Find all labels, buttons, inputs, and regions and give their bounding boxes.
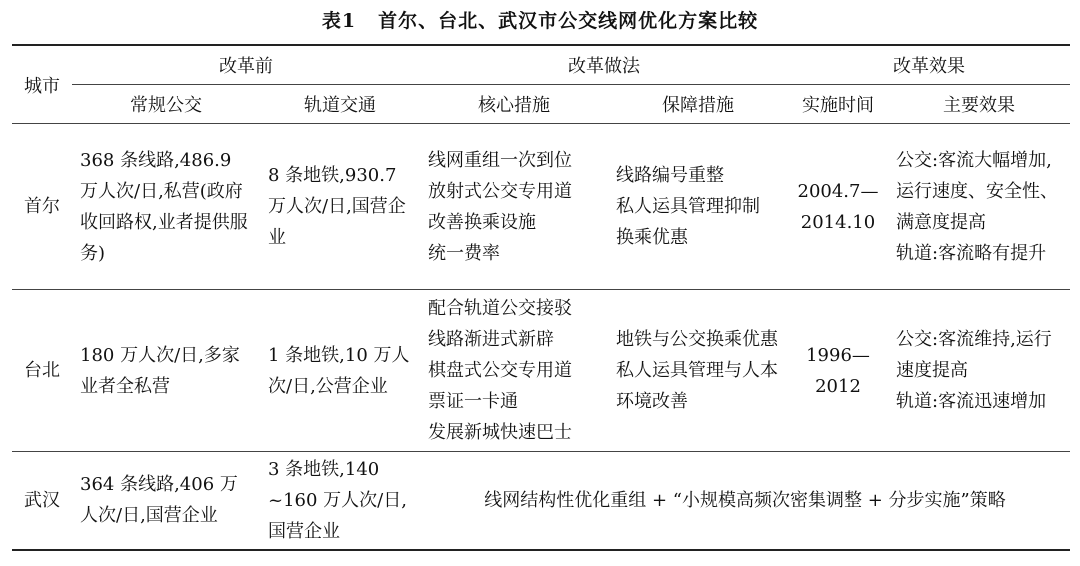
core-measure: 改善换乘设施 bbox=[428, 211, 536, 233]
header-method: 改革做法 bbox=[420, 45, 788, 85]
header-method-support: 保障措施 bbox=[662, 95, 734, 116]
time-cell: 2004.7—2014.10 bbox=[788, 124, 888, 290]
support-measures-cell bbox=[608, 124, 788, 290]
table-caption: 首尔、台北、武汉市公交线网优化方案比较 bbox=[378, 10, 759, 32]
effect-item: 轨道:客流迅速增加 bbox=[896, 391, 1047, 412]
header-effect-main: 主要效果 bbox=[943, 95, 1015, 116]
city-cell: 首尔 bbox=[12, 124, 72, 290]
header-row-1 bbox=[12, 45, 1070, 85]
core-measure: 票证一卡通 bbox=[428, 391, 518, 412]
support-measure: 私人运具管理抑制 bbox=[616, 196, 760, 217]
city-cell: 武汉 bbox=[12, 452, 72, 550]
core-measure: 发展新城快速巴士 bbox=[428, 422, 572, 443]
core-measure: 线网重组一次到位 bbox=[428, 149, 572, 171]
header-effect: 改革效果 bbox=[788, 45, 1070, 85]
bus-cell: 364 条线路,406 万人次/日,国营企业 bbox=[72, 452, 260, 550]
header-before: 改革前 bbox=[72, 45, 420, 85]
effect-item: 轨道:客流略有提升 bbox=[896, 242, 1047, 264]
header-method-core: 核心措施 bbox=[478, 95, 550, 116]
time-cell: 1996—2012 bbox=[788, 290, 888, 452]
bus-cell: 180 万人次/日,多家业者全私营 bbox=[72, 290, 260, 452]
core-measure: 配合轨道公交接驳 bbox=[428, 298, 572, 319]
table-row bbox=[12, 452, 1070, 550]
support-measure: 线路编号重整 bbox=[616, 165, 724, 186]
header-city: 城市 bbox=[12, 45, 72, 124]
core-measure: 线路渐进式新辟 bbox=[428, 329, 554, 350]
city-cell: 台北 bbox=[12, 290, 72, 452]
header-before-bus: 常规公交 bbox=[130, 95, 202, 116]
effect-item: 公交:客流大幅增加,运行速度、安全性、满意度提高 bbox=[896, 149, 1058, 233]
core-measure: 放射式公交专用道 bbox=[428, 180, 572, 202]
merged-strategy-cell: 线网结构性优化重组 + “小规模高频次密集调整 + 分步实施”策略 bbox=[420, 452, 1070, 550]
header-row-2 bbox=[12, 85, 1070, 124]
core-measure: 统一费率 bbox=[428, 242, 500, 264]
core-measures-cell bbox=[420, 290, 608, 452]
table-title bbox=[0, 6, 1080, 33]
support-measure: 私人运具管理与人本环境改善 bbox=[616, 360, 778, 412]
support-measure: 地铁与公交换乘优惠 bbox=[616, 329, 778, 350]
table-row bbox=[12, 124, 1070, 290]
bus-cell: 368 条线路,486.9 万人次/日,私营(政府收回路权,业者提供服务) bbox=[72, 124, 260, 290]
header-before-rail: 轨道交通 bbox=[304, 95, 376, 116]
rail-cell: 1 条地铁,10 万人次/日,公营企业 bbox=[260, 290, 420, 452]
rail-cell: 8 条地铁,930.7 万人次/日,国营企业 bbox=[260, 124, 420, 290]
effect-item: 公交:客流维持,运行速度提高 bbox=[896, 329, 1052, 381]
support-measure: 换乘优惠 bbox=[616, 227, 688, 248]
header-effect-time: 实施时间 bbox=[802, 95, 874, 116]
effect-cell bbox=[888, 124, 1070, 290]
table-row bbox=[12, 290, 1070, 452]
rail-cell: 3 条地铁,140 ~160 万人次/日,国营企业 bbox=[260, 452, 420, 550]
core-measure: 棋盘式公交专用道 bbox=[428, 360, 572, 381]
comparison-table bbox=[12, 44, 1070, 551]
effect-cell bbox=[888, 290, 1070, 452]
support-measures-cell bbox=[608, 290, 788, 452]
core-measures-cell bbox=[420, 124, 608, 290]
table-number: 表1 bbox=[321, 10, 357, 32]
